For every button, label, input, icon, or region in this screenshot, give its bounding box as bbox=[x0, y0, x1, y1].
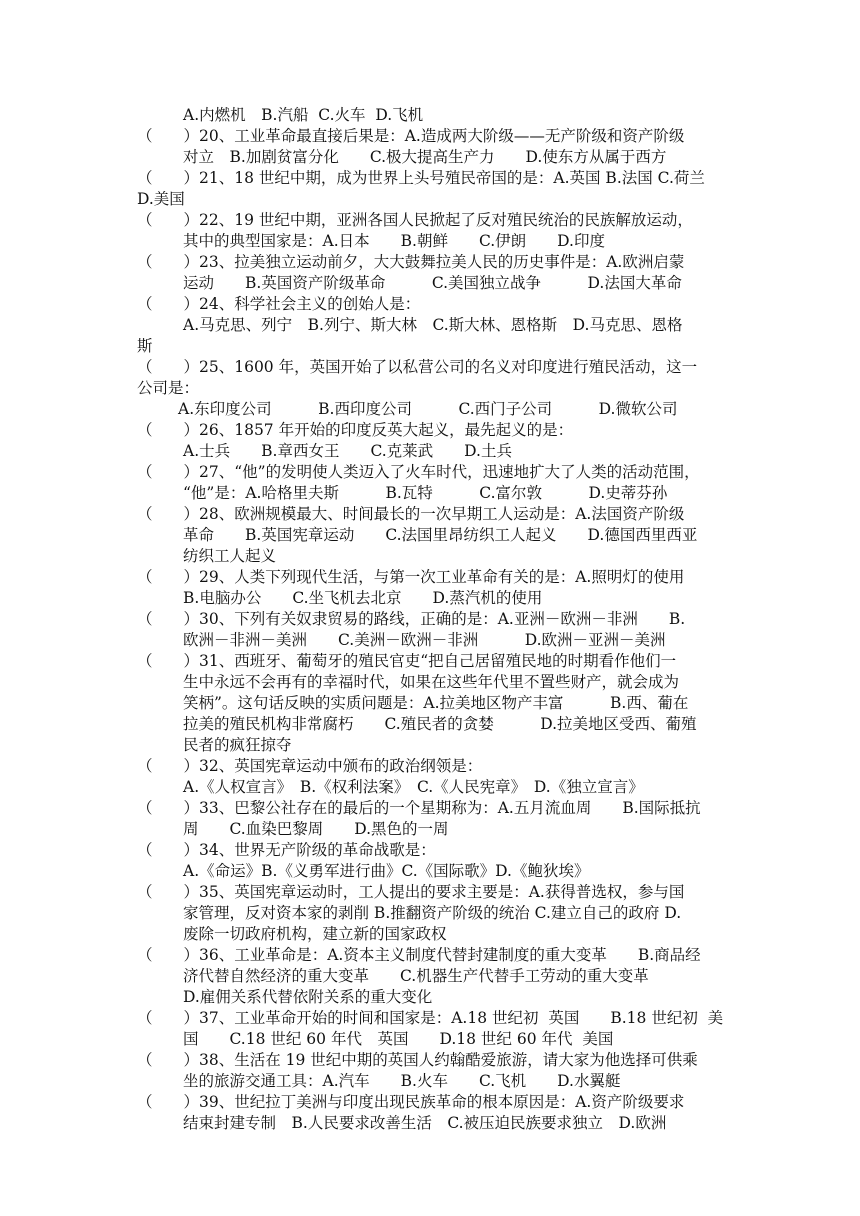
question-line: （ ）31、西班牙、葡萄牙的殖民官吏“把自己居留殖民地的时期看作他们一 bbox=[137, 652, 677, 670]
question-line: （ ）21、18 世纪中期，成为世界上头号殖民帝国的是：A.英国 B.法国 C.荷兰 bbox=[137, 169, 705, 187]
question-line: （ ）22、19 世纪中期，亚洲各国人民掀起了反对殖民统治的民族解放运动， bbox=[137, 211, 693, 229]
question-line: （ ）27、“他”的发明使人类迈入了火车时代，迅速地扩大了人类的活动范围， bbox=[137, 463, 700, 481]
text-line: 坐的旅游交通工具：A.汽车 B.火车 C.飞机 D.水翼艇 bbox=[183, 1072, 621, 1090]
text-line: 拉美的殖民机构非常腐朽 C.殖民者的贪婪 D.拉美地区受西、葡殖 bbox=[183, 715, 697, 733]
question-line: （ ）25、1600 年，英国开始了以私营公司的名义对印度进行殖民活动，这一 bbox=[137, 358, 698, 376]
text-line: 结束封建专制 B.人民要求改善生活 C.被压迫民族要求独立 D.欧洲 bbox=[183, 1114, 667, 1132]
question-line: （ ）35、英国宪章运动时，工人提出的要求主要是：A.获得普选权，参与国 bbox=[137, 883, 685, 901]
text-line: A.士兵 B.章西女王 C.克莱武 D.土兵 bbox=[183, 442, 512, 460]
question-line: （ ）32、英国宪章运动中颁布的政治纲领是： bbox=[137, 757, 483, 775]
question-line: （ ）33、巴黎公社存在的最后的一个星期称为：A.五月流血周 B.国际抵抗 bbox=[137, 799, 701, 817]
question-line: （ ）37、工业革命开始的时间和国家是：A.18 世纪初 英国 B.18 世纪初 美 bbox=[137, 1009, 724, 1027]
question-line: （ ）23、拉美独立运动前夕，大大鼓舞拉美人民的历史事件是：A.欧洲启蒙 bbox=[137, 253, 685, 271]
question-line: （ ）36、工业革命是：A.资本主义制度代替封建制度的重大变革 B.商品经 bbox=[137, 946, 701, 964]
text-line: 对立 B.加剧贫富分化 C.极大提高生产力 D.使东方从属于西方 bbox=[183, 148, 667, 166]
text-line: 运动 B.英国资产阶级革命 C.美国独立战争 D.法国大革命 bbox=[183, 274, 682, 292]
question-line: （ ）29、人类下列现代生活，与第一次工业革命有关的是：A.照明灯的使用 bbox=[137, 568, 685, 586]
question-line: （ ）34、世界无产阶级的革命战歌是： bbox=[137, 841, 436, 859]
text-line: 民者的疯狂掠夺 bbox=[183, 736, 292, 754]
text-line: 纺织工人起义 bbox=[183, 547, 277, 565]
text-line: 废除一切政府机构，建立新的国家政权 bbox=[183, 925, 447, 943]
text-line: A.《人权宣言》 B.《权利法案》 C.《人民宪章》 D.《独立宣言》 bbox=[183, 778, 644, 796]
text-line: 公司是： bbox=[137, 379, 200, 397]
text-line: A.东印度公司 B.西印度公司 C.西门子公司 D.微软公司 bbox=[178, 400, 678, 418]
text-line: 国 C.18 世纪 60 年代 英国 D.18 世纪 60 年代 美国 bbox=[183, 1030, 614, 1048]
question-line: （ ）24、科学社会主义的创始人是： bbox=[137, 295, 421, 313]
question-line: （ ）38、生活在 19 世纪中期的英国人约翰酷爱旅游，请大家为他选择可供乘 bbox=[137, 1051, 698, 1069]
text-line: 笑柄”。这句话反映的实质问题是：A.拉美地区物产丰富 B.西、葡在 bbox=[183, 694, 689, 712]
question-line: （ ）30、下列有关奴隶贸易的路线，正确的是：A.亚洲－欧洲－非洲 B. bbox=[137, 610, 686, 628]
text-line: B.电脑办公 C.坐飞机去北京 D.蒸汽机的使用 bbox=[183, 589, 543, 607]
text-line: 济代替自然经济的重大变革 C.机器生产代替手工劳动的重大变革 bbox=[183, 967, 649, 985]
text-line: 家管理，反对资本家的剥削 B.推翻资产阶级的统治 C.建立自己的政府 D. bbox=[183, 904, 682, 922]
text-line: 欧洲－非洲－美洲 C.美洲－欧洲－非洲 D.欧洲－亚洲－美洲 bbox=[183, 631, 666, 649]
question-line: （ ）20、工业革命最直接后果是：A.造成两大阶级——无产阶级和资产阶级 bbox=[137, 127, 685, 145]
text-line: A.内燃机 B.汽船 C.火车 D.飞机 bbox=[183, 106, 424, 124]
text-line: 其中的典型国家是：A.日本 B.朝鲜 C.伊朗 D.印度 bbox=[183, 232, 605, 250]
text-line: 生中永远不会再有的幸福时代，如果在这些年代里不置些财产，就会成为 bbox=[183, 673, 680, 691]
text-line: “他”是：A.哈格里夫斯 B.瓦特 C.富尔敦 D.史蒂芬孙 bbox=[183, 484, 668, 502]
question-line: （ ）28、欧洲规模最大、时间最长的一次早期工人运动是：A.法国资产阶级 bbox=[137, 505, 685, 523]
text-line: D.雇佣关系代替依附关系的重大变化 bbox=[183, 988, 433, 1006]
text-line: A.《命运》B.《义勇军进行曲》C.《国际歌》D.《鲍狄埃》 bbox=[183, 862, 590, 880]
text-line: 革命 B.英国宪章运动 C.法国里昂纺织工人起义 D.德国西里西亚 bbox=[183, 526, 698, 544]
text-line: 周 C.血染巴黎周 D.黑色的一周 bbox=[183, 820, 449, 838]
question-line: （ ）26、1857 年开始的印度反英大起义，最先起义的是： bbox=[137, 421, 574, 439]
text-line: 斯 bbox=[137, 337, 153, 355]
text-line: D.美国 bbox=[137, 190, 185, 208]
text-line: A.马克思、列宁 B.列宁、斯大林 C.斯大林、恩格斯 D.马克思、恩格 bbox=[183, 316, 683, 334]
question-line: （ ）39、世纪拉丁美洲与印度出现民族革命的根本原因是：A.资产阶级要求 bbox=[137, 1093, 685, 1111]
